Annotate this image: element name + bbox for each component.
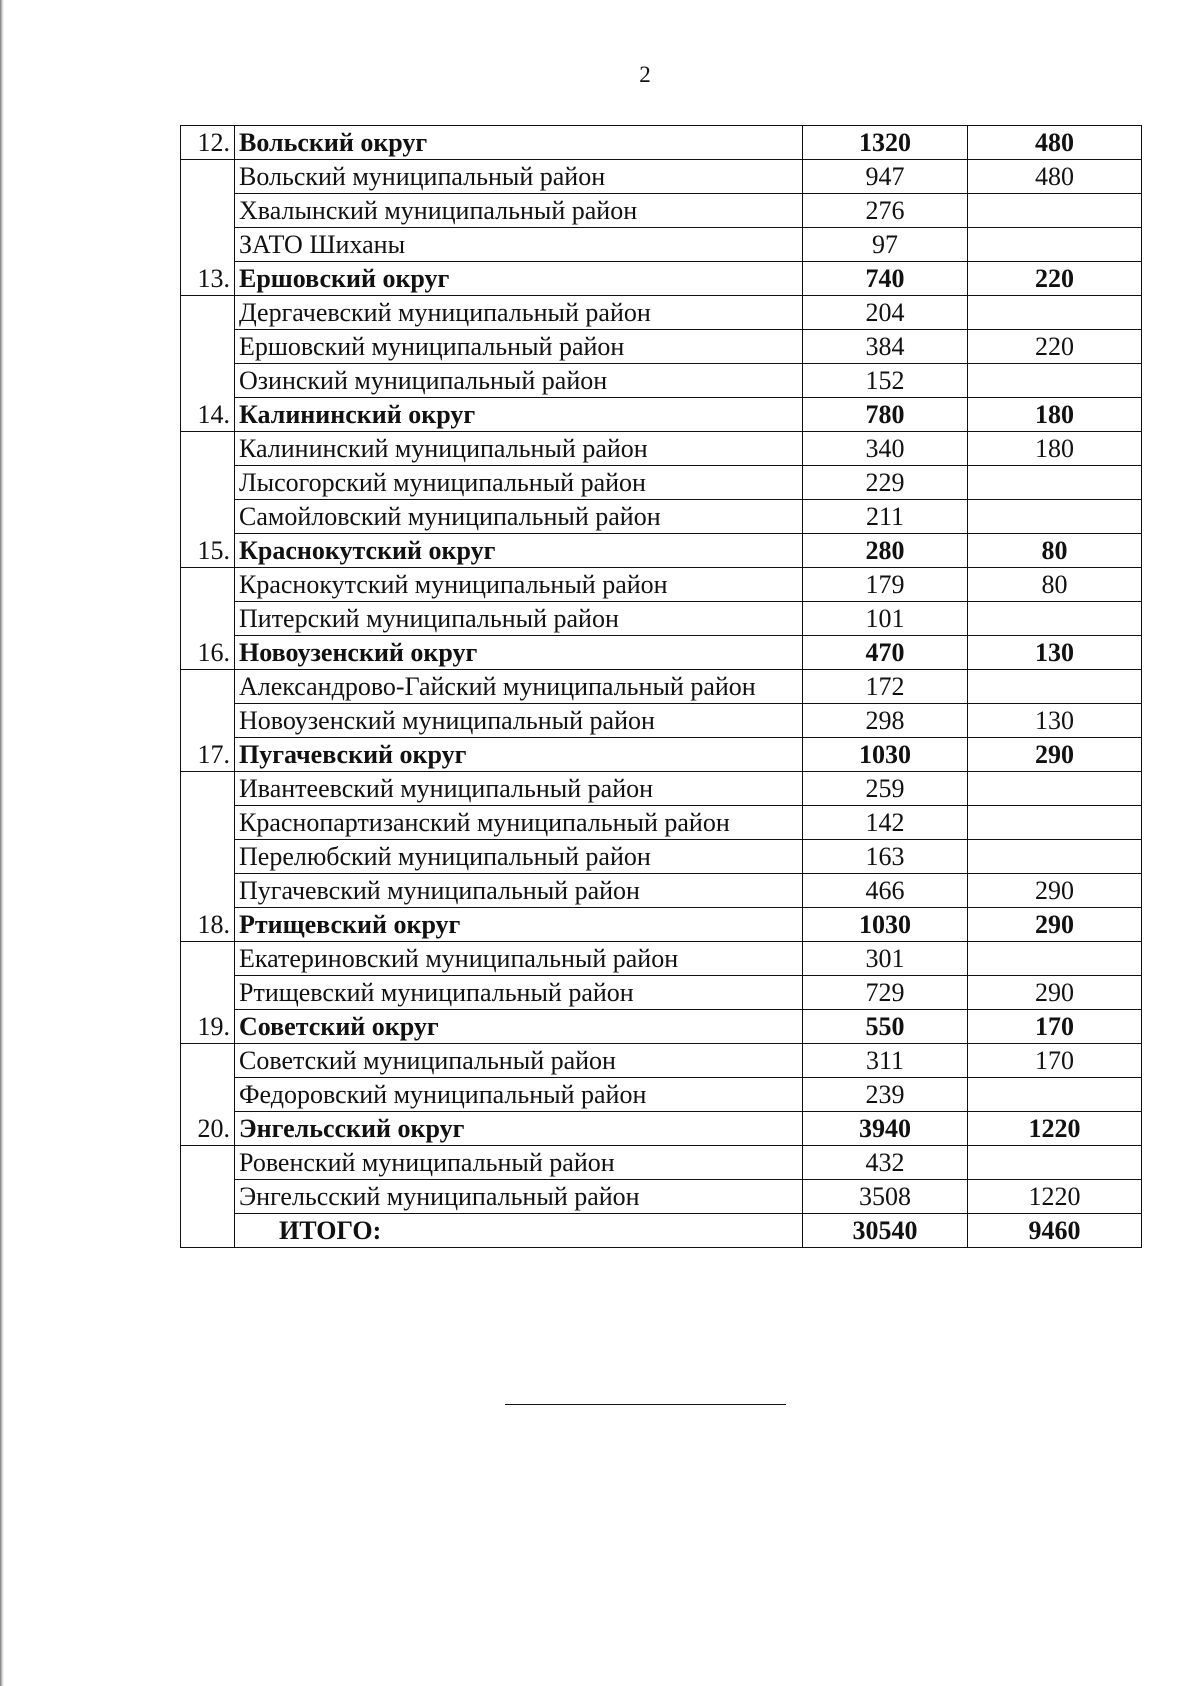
page-number: 2: [639, 62, 651, 87]
municipality-value-2: 290: [968, 874, 1142, 908]
municipality-name: Перелюбский муниципальный район: [235, 840, 803, 874]
group-name: Вольский округ: [235, 126, 803, 160]
group-value-2: 130: [968, 636, 1142, 670]
municipality-row: [181, 806, 1142, 840]
group-number: 17.: [181, 738, 235, 772]
municipality-row: [181, 670, 1142, 704]
district-group-row: [181, 262, 1142, 296]
municipality-name: Екатериновский муниципальный район: [235, 942, 803, 976]
group-value-2: 290: [968, 738, 1142, 772]
municipality-value-1: 179: [803, 568, 968, 602]
municipality-value-1: 3508: [803, 1180, 968, 1214]
group-name: Советский округ: [235, 1010, 803, 1044]
municipality-value-1: 432: [803, 1146, 968, 1180]
municipality-row: [181, 500, 1142, 534]
group-name: Ершовский округ: [235, 262, 803, 296]
municipality-value-1: 239: [803, 1078, 968, 1112]
municipality-name: Пугачевский муниципальный район: [235, 874, 803, 908]
municipality-value-2: [968, 466, 1142, 500]
municipality-row: [181, 874, 1142, 908]
group-value-1: 1030: [803, 738, 968, 772]
municipality-name: Советский муниципальный район: [235, 1044, 803, 1078]
municipality-value-1: 229: [803, 466, 968, 500]
row-number-cell: [181, 296, 235, 330]
group-value-1: 280: [803, 534, 968, 568]
municipality-name: Хвалынский муниципальный район: [235, 194, 803, 228]
group-name: Калининский округ: [235, 398, 803, 432]
municipality-value-2: [968, 228, 1142, 262]
municipality-value-2: [968, 1146, 1142, 1180]
group-value-2: 1220: [968, 1112, 1142, 1146]
group-value-2: 80: [968, 534, 1142, 568]
district-group-row: [181, 1112, 1142, 1146]
district-group-row: [181, 126, 1142, 160]
row-number-cell: [181, 874, 235, 908]
municipality-name: Краснопартизанский муниципальный район: [235, 806, 803, 840]
group-value-1: 780: [803, 398, 968, 432]
municipality-value-2: 220: [968, 330, 1142, 364]
municipality-name: Федоровский муниципальный район: [235, 1078, 803, 1112]
municipality-value-1: 163: [803, 840, 968, 874]
municipality-value-2: [968, 1078, 1142, 1112]
closing-rule: [505, 1404, 786, 1405]
municipality-value-2: 80: [968, 568, 1142, 602]
municipality-name: Питерский муниципальный район: [235, 602, 803, 636]
municipality-value-1: 211: [803, 500, 968, 534]
municipality-row: [181, 1180, 1142, 1214]
scan-edge: [0, 0, 4, 1686]
municipality-row: [181, 772, 1142, 806]
group-number: 19.: [181, 1010, 235, 1044]
municipality-row: [181, 568, 1142, 602]
municipality-row: [181, 296, 1142, 330]
group-value-2: 220: [968, 262, 1142, 296]
municipality-value-2: [968, 500, 1142, 534]
municipality-name: Ивантеевский муниципальный район: [235, 772, 803, 806]
group-name: Ртищевский округ: [235, 908, 803, 942]
group-value-1: 470: [803, 636, 968, 670]
group-number: 12.: [181, 126, 235, 160]
municipality-value-2: [968, 840, 1142, 874]
row-number-cell: [181, 670, 235, 704]
group-name: Пугачевский округ: [235, 738, 803, 772]
group-number: 20.: [181, 1112, 235, 1146]
group-value-1: 3940: [803, 1112, 968, 1146]
municipality-value-2: [968, 670, 1142, 704]
district-group-row: [181, 1010, 1142, 1044]
row-number-cell: [181, 466, 235, 500]
group-number: 16.: [181, 636, 235, 670]
municipality-name: Александрово-Гайский муниципальный район: [235, 670, 803, 704]
group-value-2: 180: [968, 398, 1142, 432]
group-number: 15.: [181, 534, 235, 568]
district-group-row: [181, 908, 1142, 942]
district-group-row: [181, 636, 1142, 670]
municipality-row: [181, 840, 1142, 874]
municipality-value-1: 204: [803, 296, 968, 330]
row-number-cell: [181, 1180, 235, 1214]
row-number-cell: [181, 364, 235, 398]
district-group-row: [181, 398, 1142, 432]
municipality-name: Ершовский муниципальный район: [235, 330, 803, 364]
municipality-row: [181, 160, 1142, 194]
municipality-value-2: 480: [968, 160, 1142, 194]
municipality-value-2: [968, 772, 1142, 806]
municipality-name: Озинский муниципальный район: [235, 364, 803, 398]
municipality-name: ЗАТО Шиханы: [235, 228, 803, 262]
municipality-value-1: 298: [803, 704, 968, 738]
municipality-row: [181, 602, 1142, 636]
municipality-name: Лысогорский муниципальный район: [235, 466, 803, 500]
municipality-value-2: [968, 194, 1142, 228]
row-number-cell: [181, 840, 235, 874]
municipality-value-1: 172: [803, 670, 968, 704]
total-value-1: 30540: [803, 1214, 968, 1248]
municipality-value-1: 97: [803, 228, 968, 262]
district-group-row: [181, 738, 1142, 772]
municipality-value-1: 276: [803, 194, 968, 228]
municipality-value-2: [968, 364, 1142, 398]
row-number-cell: [181, 568, 235, 602]
municipality-name: Дергачевский муниципальный район: [235, 296, 803, 330]
municipality-name: Ровенский муниципальный район: [235, 1146, 803, 1180]
group-number: 18.: [181, 908, 235, 942]
municipality-value-1: 384: [803, 330, 968, 364]
row-number-cell: [181, 1078, 235, 1112]
row-number-cell: [181, 330, 235, 364]
row-number-cell: [181, 160, 235, 194]
group-value-2: 290: [968, 908, 1142, 942]
group-name: Новоузенский округ: [235, 636, 803, 670]
row-number-cell: [181, 602, 235, 636]
group-value-1: 550: [803, 1010, 968, 1044]
municipality-value-2: 290: [968, 976, 1142, 1010]
group-name: Энгельсский округ: [235, 1112, 803, 1146]
total-value-2: 9460: [968, 1214, 1142, 1248]
municipality-name: Самойловский муниципальный район: [235, 500, 803, 534]
group-value-2: 170: [968, 1010, 1142, 1044]
municipality-name: Энгельсский муниципальный район: [235, 1180, 803, 1214]
municipality-row: [181, 194, 1142, 228]
row-number-cell: [181, 432, 235, 466]
municipality-row: [181, 432, 1142, 466]
municipality-value-1: 729: [803, 976, 968, 1010]
group-name: Краснокутский округ: [235, 534, 803, 568]
total-row: [181, 1214, 1142, 1248]
group-value-1: 1320: [803, 126, 968, 160]
row-number-cell: [181, 976, 235, 1010]
districts-table: [180, 125, 1142, 1248]
group-value-1: 740: [803, 262, 968, 296]
municipality-name: Новоузенский муниципальный район: [235, 704, 803, 738]
group-number: 14.: [181, 398, 235, 432]
municipality-value-1: 311: [803, 1044, 968, 1078]
row-number-cell: [181, 500, 235, 534]
municipality-row: [181, 704, 1142, 738]
row-number-cell: [181, 772, 235, 806]
municipality-value-1: 152: [803, 364, 968, 398]
municipality-value-1: 947: [803, 160, 968, 194]
municipality-row: [181, 1146, 1142, 1180]
municipality-row: [181, 364, 1142, 398]
row-number-cell: [181, 1044, 235, 1078]
municipality-value-2: [968, 942, 1142, 976]
municipality-value-1: 466: [803, 874, 968, 908]
municipality-row: [181, 1044, 1142, 1078]
municipality-value-2: 170: [968, 1044, 1142, 1078]
group-number: 13.: [181, 262, 235, 296]
municipality-value-1: 259: [803, 772, 968, 806]
municipality-value-2: 1220: [968, 1180, 1142, 1214]
municipality-value-1: 142: [803, 806, 968, 840]
municipality-value-2: [968, 296, 1142, 330]
municipality-row: [181, 976, 1142, 1010]
row-number-cell: [181, 942, 235, 976]
municipality-value-1: 101: [803, 602, 968, 636]
municipality-value-2: 130: [968, 704, 1142, 738]
municipality-row: [181, 466, 1142, 500]
municipality-row: [181, 228, 1142, 262]
district-group-row: [181, 534, 1142, 568]
municipality-value-2: 180: [968, 432, 1142, 466]
group-value-2: 480: [968, 126, 1142, 160]
municipality-row: [181, 330, 1142, 364]
municipality-value-2: [968, 602, 1142, 636]
municipality-name: Краснокутский муниципальный район: [235, 568, 803, 602]
row-number-cell: [181, 1146, 235, 1180]
row-number-cell: [181, 194, 235, 228]
total-label: ИТОГО:: [235, 1214, 803, 1248]
group-value-1: 1030: [803, 908, 968, 942]
row-number-cell: [181, 704, 235, 738]
municipality-name: Калининский муниципальный район: [235, 432, 803, 466]
row-number-cell: [181, 806, 235, 840]
row-number-cell: [181, 228, 235, 262]
municipality-row: [181, 942, 1142, 976]
municipality-name: Ртищевский муниципальный район: [235, 976, 803, 1010]
total-number-cell: [181, 1214, 235, 1248]
municipality-value-1: 301: [803, 942, 968, 976]
municipality-row: [181, 1078, 1142, 1112]
municipality-name: Вольский муниципальный район: [235, 160, 803, 194]
municipality-value-1: 340: [803, 432, 968, 466]
municipality-value-2: [968, 806, 1142, 840]
table-body: [181, 126, 1142, 1248]
